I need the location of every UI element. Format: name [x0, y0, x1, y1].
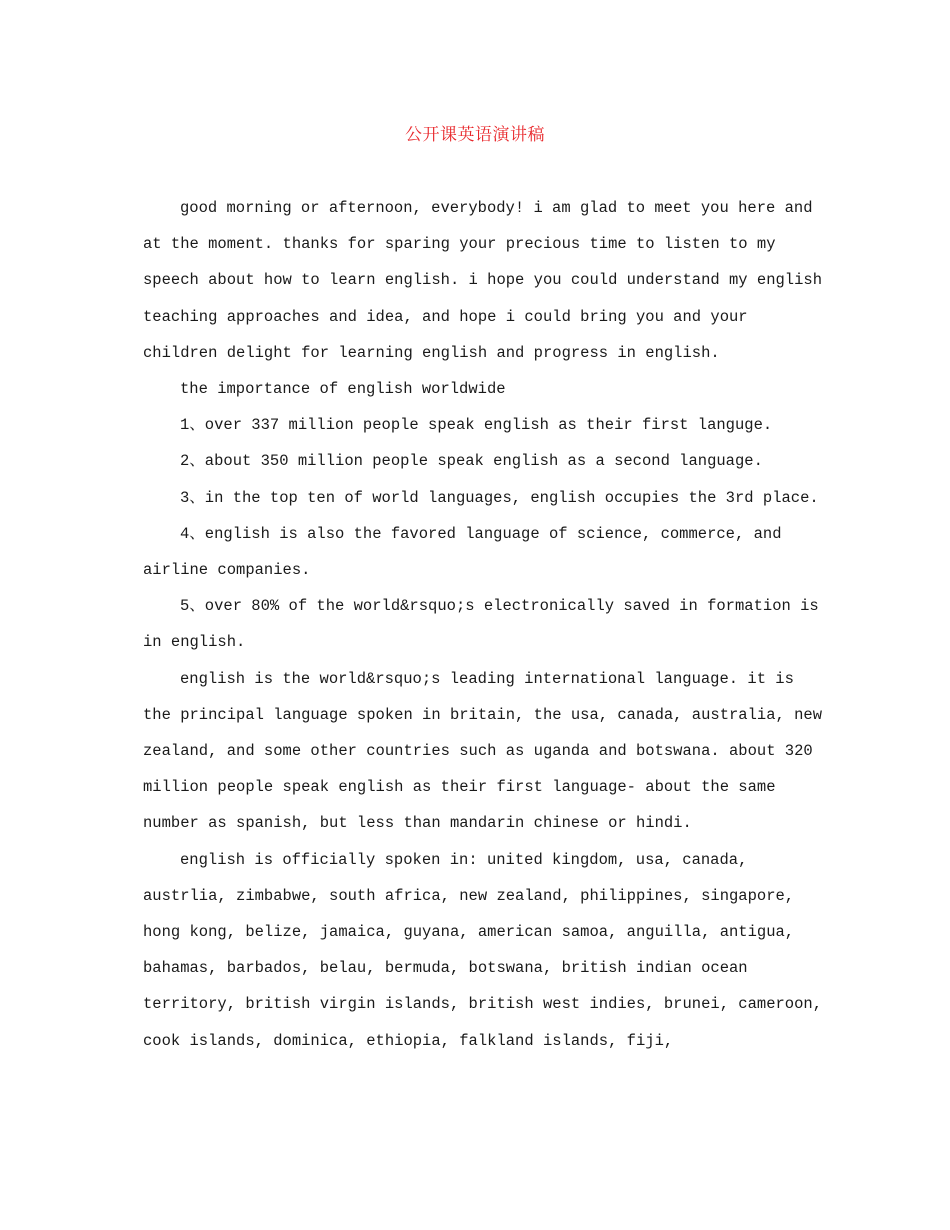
- document-body: [143, 190, 823, 1059]
- paragraph-intro: good morning or afternoon, everybody! i am glad to meet you here and at the moment. thanks for sparing your precious time to listen to my speech about how to learn english. i hope you could understand my english teaching approaches and idea, and hope i could bring you and your children delight for learning english and progress in english.: [143, 199, 823, 362]
- list-item: 5、over 80% of the world&rsquo;s electronically saved in formation is in english.: [143, 597, 819, 652]
- section-heading: the importance of english worldwide: [180, 380, 506, 399]
- list-item: 4、english is also the favored language of science, commerce, and airline companies.: [143, 524, 782, 580]
- list-item: 1、over 337 million people speak english as their first languge.: [180, 416, 773, 435]
- list-item: 3、in the top ten of world languages, english occupies the 3rd place.: [180, 488, 819, 507]
- page-title: 公开课英语演讲稿: [405, 125, 545, 145]
- paragraph-leading-language: english is the world&rsquo;s leading international language. it is the principal language spoken in britain, the usa, canada, australia, new zealand, and some other countries such as uganda and botswana. about 320 million people speak english as their first language- about the same number as spanish, but less than mandarin chinese or hindi.: [143, 669, 823, 833]
- list-item: 2、about 350 million people speak english as a second language.: [180, 452, 763, 471]
- paragraph-official-countries: english is officially spoken in: united kingdom, usa, canada, austrlia, zimbabwe, south africa, new zealand, philippines, singapore, hong kong, belize, jamaica, guyana, american samoa, anguilla, antigua, bahamas, barbados, belau, bermuda, botswana, british indian ocean territory, british virgin islands, british west indies, brunei, cameroon, cook islands, dominica, ethiopia, falkland islands, fiji,: [143, 850, 823, 1050]
